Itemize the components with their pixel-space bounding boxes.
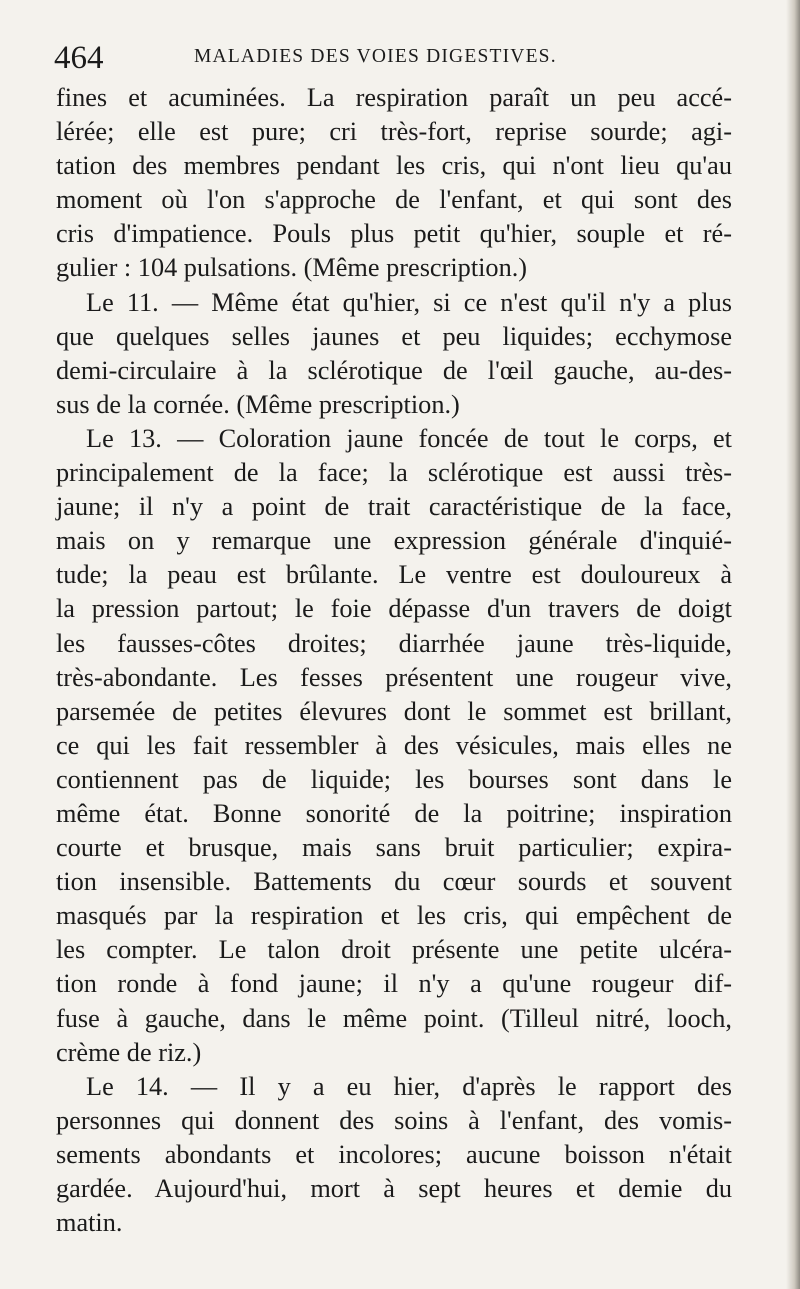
text-line: tion insensible. Battements du cœur sourds et souvent xyxy=(56,867,732,897)
text-line: crème de riz.) xyxy=(56,1037,202,1067)
text-line: fuse à gauche, dans le même point. (Tilleul nitré, looch, xyxy=(56,1003,732,1033)
page-number: 464 xyxy=(54,40,104,76)
text-line: les fausses-côtes droites; diarrhée jaune très-liquide, xyxy=(56,628,732,658)
text-line: sus de la cornée. (Même prescription.) xyxy=(56,389,460,419)
text-line: gardée. Aujourd'hui, mort à sept heures et demie du xyxy=(56,1174,732,1203)
text-line: lérée; elle est pure; cri très-fort, reprise sourde; agi- xyxy=(56,117,732,147)
text-line: courte et brusque, mais sans bruit particulier; expira- xyxy=(56,833,732,863)
body-text xyxy=(56,81,732,1240)
text-line: mais on y remarque une expression générale d'inquié- xyxy=(56,526,732,556)
text-line: tude; la peau est brûlante. Le ventre est douloureux à xyxy=(56,560,732,590)
text-line: matin. xyxy=(56,1208,123,1238)
text-line: que quelques selles jaunes et peu liquides; ecchymose xyxy=(56,321,732,351)
page-edge-shadow xyxy=(786,0,800,1289)
text-line: fines et acuminées. La respiration paraît un peu accé- xyxy=(56,83,732,112)
text-line: contiennent pas de liquide; les bourses sont dans le xyxy=(56,764,732,794)
text-line: très-abondante. Les fesses présentent une rougeur vive, xyxy=(56,662,732,692)
text-line: gulier : 104 pulsations. (Même prescription.) xyxy=(56,253,528,283)
text-line: ce qui les fait ressembler à des vésicules, mais elles ne xyxy=(56,730,732,760)
text-line: sements abondants et incolores; aucune boisson n'était xyxy=(56,1139,732,1169)
text-line: principalement de la face; la sclérotique est aussi très- xyxy=(56,458,732,488)
paragraph-start-line: Le 13. — Coloration jaune foncée de tout le corps, et xyxy=(86,423,732,453)
text-line: jaune; il n'y a point de trait caractéristique de la face, xyxy=(56,492,732,522)
running-title: MALADIES DES VOIES DIGESTIVES. xyxy=(194,46,557,67)
text-line: parsemée de petites élevures dont le sommet est brillant, xyxy=(56,696,732,726)
text-line: les compter. Le talon droit présente une petite ulcéra- xyxy=(56,935,732,965)
text-line: moment où l'on s'approche de l'enfant, et qui sont des xyxy=(56,185,732,215)
paragraph-start-line: Le 11. — Même état qu'hier, si ce n'est qu'il n'y a plus xyxy=(86,287,732,317)
text-line: cris d'impatience. Pouls plus petit qu'hier, souple et ré- xyxy=(56,219,732,249)
text-line: tion ronde à fond jaune; il n'y a qu'une rougeur dif- xyxy=(56,969,732,999)
text-line: la pression partout; le foie dépasse d'un travers de doigt xyxy=(56,594,732,624)
text-line: tation des membres pendant les cris, qui n'ont lieu qu'au xyxy=(56,151,732,181)
text-line: masqués par la respiration et les cris, qui empêchent de xyxy=(56,901,732,931)
paragraph-start-line: Le 14. — Il y a eu hier, d'après le rapport des xyxy=(86,1071,732,1101)
text-line: même état. Bonne sonorité de la poitrine; inspiration xyxy=(56,798,732,828)
text-line: demi-circulaire à la sclérotique de l'œil gauche, au-des- xyxy=(56,355,732,385)
text-line: personnes qui donnent des soins à l'enfant, des vomis- xyxy=(56,1105,732,1135)
running-head xyxy=(54,36,740,80)
